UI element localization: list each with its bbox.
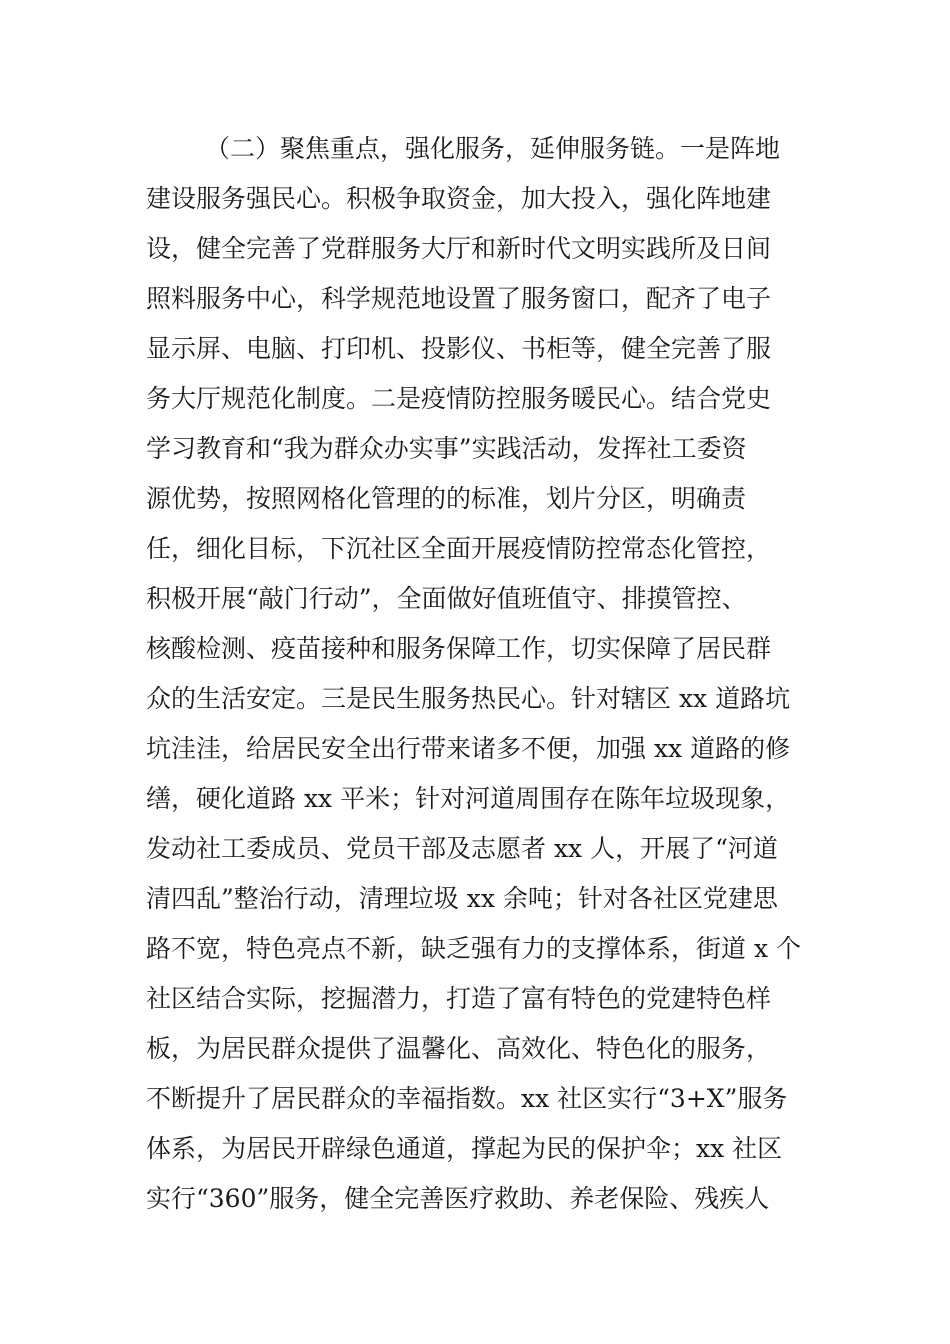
- text-line: 发动社工委成员、党员干部及志愿者 xx 人，开展了“河道: [146, 834, 778, 863]
- text-line: 板，为居民群众提供了温馨化、高效化、特色化的服务，: [146, 1034, 772, 1063]
- text-line: 体系，为居民开辟绿色通道，撑起为民的保护伞；xx 社区: [146, 1134, 783, 1163]
- text-line: 核酸检测、疫苗接种和服务保障工作，切实保障了居民群: [146, 634, 772, 663]
- text-line: 显示屏、电脑、打印机、投影仪、书柜等，健全完善了服: [146, 334, 772, 363]
- text-line: 社区结合实际，挖掘潜力，打造了富有特色的党建特色样: [146, 984, 772, 1013]
- text-line: 清四乱”整治行动，清理垃圾 xx 余吨；针对各社区党建思: [146, 884, 778, 913]
- text-line: 务大厅规范化制度。二是疫情防控服务暖民心。结合党史: [146, 384, 772, 413]
- text-line: 路不宽，特色亮点不新，缺乏强有力的支撑体系，街道 x 个: [146, 934, 801, 963]
- text-line: 建设服务强民心。积极争取资金，加大投入，强化阵地建: [146, 184, 772, 213]
- text-line: （二）聚焦重点，强化服务，延伸服务链。一是阵地: [205, 134, 781, 163]
- text-line: 学习教育和“我为群众办实事”实践活动，发挥社工委资: [146, 434, 747, 463]
- text-line: 源优势，按照网格化管理的的标准，划片分区，明确责: [146, 484, 747, 513]
- text-line: 众的生活安定。三是民生服务热民心。针对辖区 xx 道路坑: [146, 684, 791, 713]
- text-line: 缮，硬化道路 xx 平米；针对河道周围存在陈年垃圾现象，: [146, 784, 791, 813]
- text-line: 照料服务中心，科学规范地设置了服务窗口，配齐了电子: [146, 284, 772, 313]
- text-line: 不断提升了居民群众的幸福指数。xx 社区实行“3+X”服务: [146, 1084, 788, 1113]
- text-line: 设，健全完善了党群服务大厅和新时代文明实践所及日间: [146, 234, 772, 263]
- text-line: 积极开展“敲门行动”，全面做好值班值守、排摸管控、: [146, 584, 747, 613]
- text-line: 坑洼洼，给居民安全出行带来诸多不便，加强 xx 道路的修: [146, 734, 791, 763]
- text-line: 任，细化目标，下沉社区全面开展疫情防控常态化管控，: [146, 534, 772, 563]
- text-line: 实行“360”服务，健全完善医疗救助、养老保险、残疾人: [146, 1184, 770, 1213]
